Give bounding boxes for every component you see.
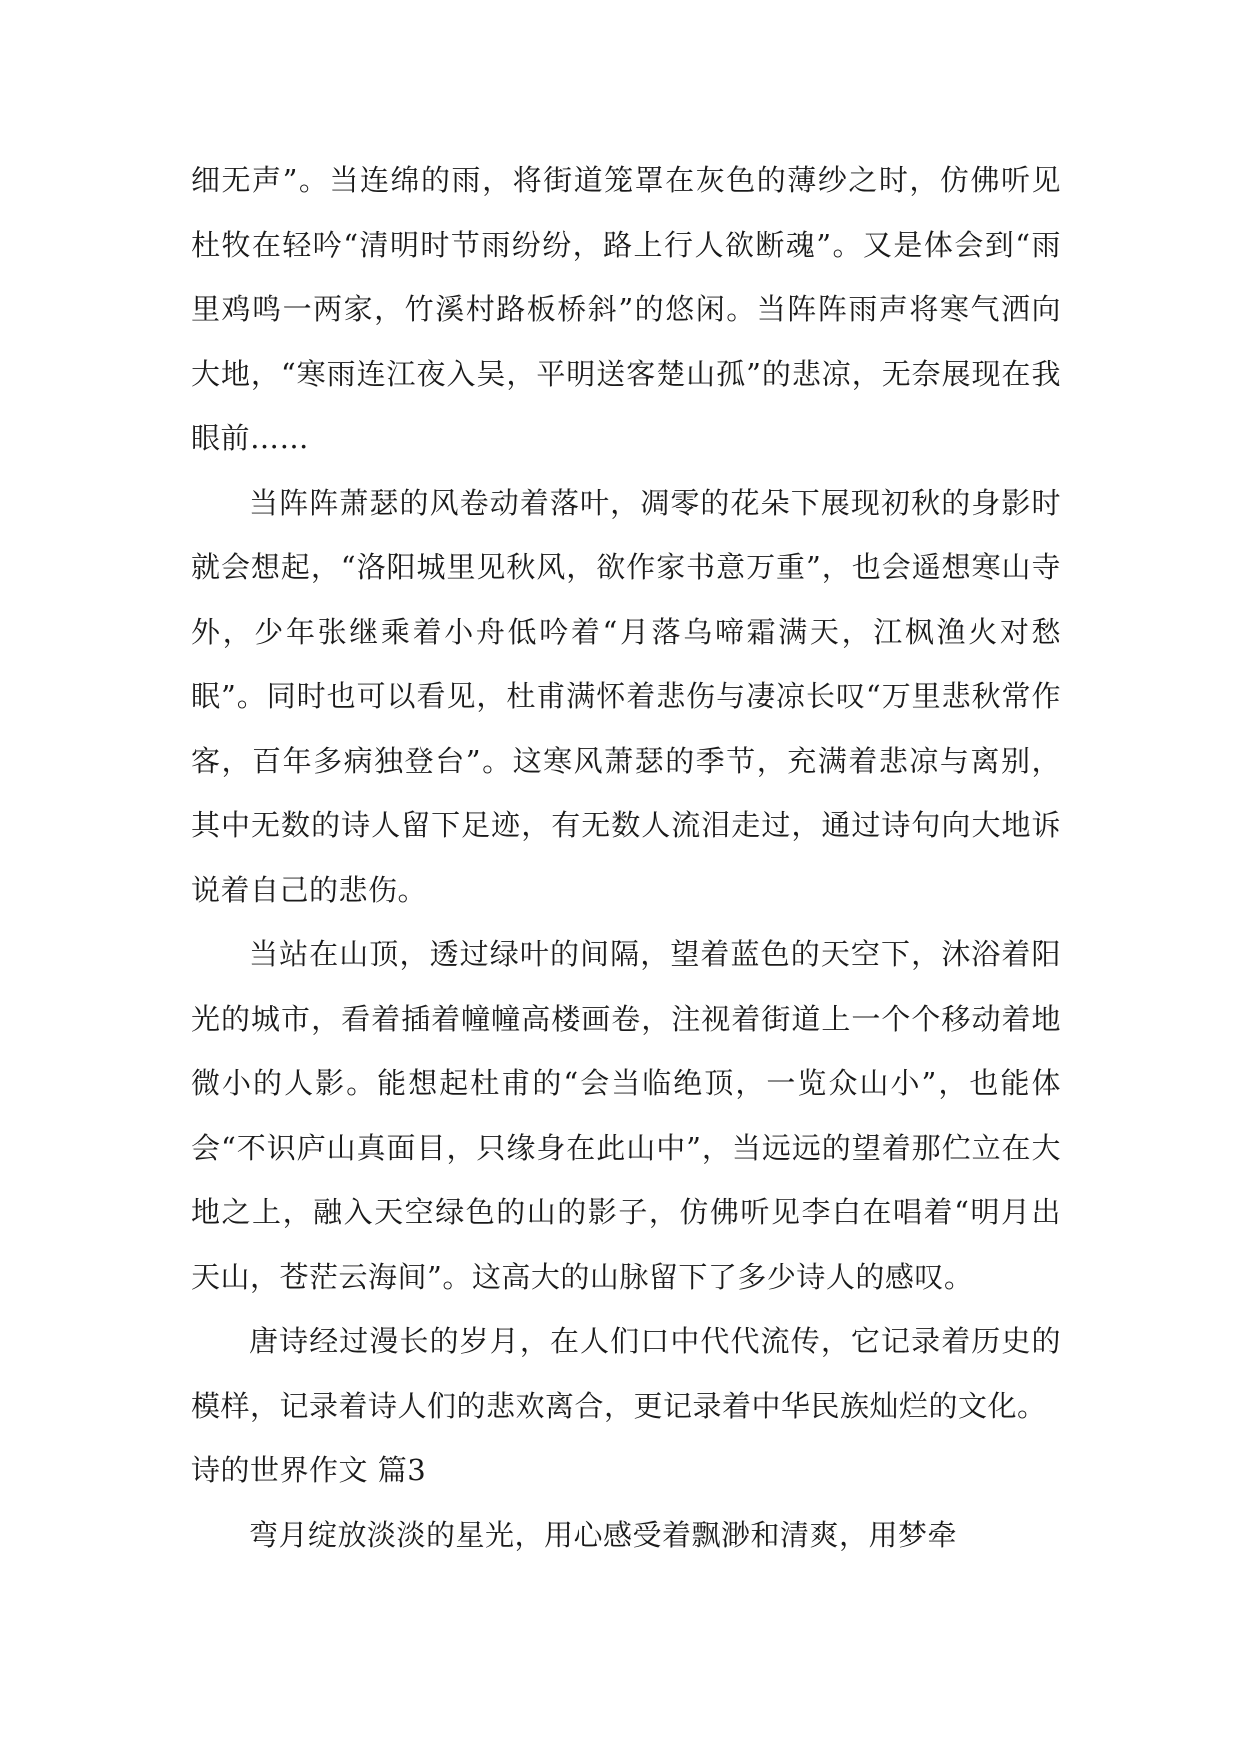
paragraph-mountain: 当站在山顶，透过绿叶的间隔，望着蓝色的天空下，沐浴着阳光的城市，看着插着幢幢高楼画卷，注视着街道上一个个移动着地微小的人影。能想起杜甫的“会当临绝顶，一览众山小”，也能体会“不识庐山真面目，只缘身在此山中”，当远远的望着那伫立在大地之上，融入天空绿色的山的影子，仿佛听见李白在唱着“明月出天山，苍茫云海间”。这高大的山脉留下了多少诗人的感叹。 <box>191 937 1061 1294</box>
section-heading: 诗的世界作文 篇3 <box>191 1453 427 1487</box>
paragraph-rain: 细无声”。当连绵的雨，将街道笼罩在灰色的薄纱之时，仿佛听见杜牧在轻吟“清明时节雨纷纷，路上行人欲断魂”。又是体会到“雨里鸡鸣一两家，竹溪村路板桥斜”的悠闲。当阵阵雨声将寒气洒向大地，“寒雨连江夜入吴，平明送客楚山孤”的悲凉，无奈展现在我眼前…… <box>191 163 1061 455</box>
paragraph-conclusion: 唐诗经过漫长的岁月，在人们口中代代流传，它记录着历史的模样，记录着诗人们的悲欢离合，更记录着中华民族灿烂的文化。 <box>191 1324 1061 1423</box>
paragraph-autumn-wind: 当阵阵萧瑟的风卷动着落叶，凋零的花朵下展现初秋的身影时就会想起，“洛阳城里见秋风，欲作家书意万重”，也会遥想寒山寺外，少年张继乘着小舟低吟着“月落乌啼霜满天，江枫渔火对愁眠”。同时也可以看见，杜甫满怀着悲伤与凄凉长叹“万里悲秋常作客，百年多病独登台”。这寒风萧瑟的季节，充满着悲凉与离别，其中无数的诗人留下足迹，有无数人流泪走过，通过诗句向大地诉说着自己的悲伤。 <box>191 485 1061 907</box>
document-body <box>191 148 1061 1567</box>
paragraph-crescent-moon: 弯月绽放淡淡的星光，用心感受着飘渺和清爽，用梦牵 <box>249 1517 958 1552</box>
